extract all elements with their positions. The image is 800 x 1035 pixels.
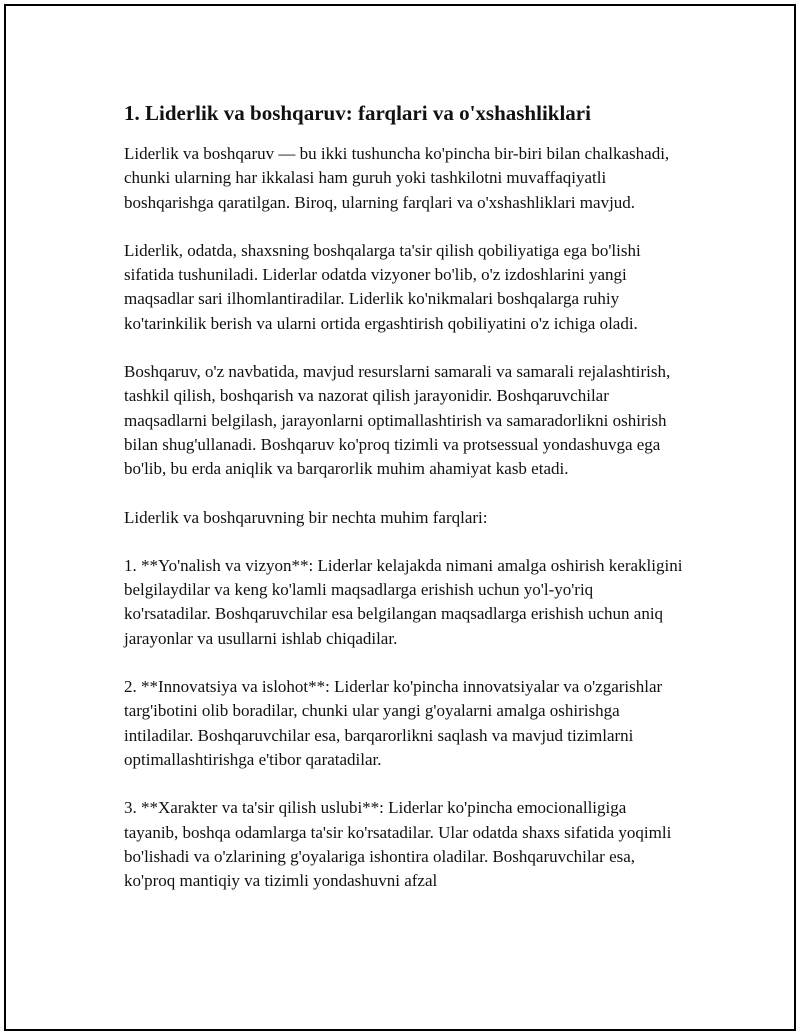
document-body [124, 98, 684, 893]
page-frame [4, 4, 796, 1031]
paragraph-difference-1: 1. **Yo'nalish va vizyon**: Liderlar kelajakda nimani amalga oshirish kerakligini belgilaydilar va keng ko'lamli maqsadlarga erishish uchun yo'l-yo'riq ko'rsatadilar. Boshqaruvchilar esa belgilangan maqsadlarga erishish uchun aniq jarayonlar va usullarni ishlab chiqadilar. [124, 555, 683, 648]
paragraph-management: Boshqaruv, o'z navbatida, mavjud resurslarni samarali va samarali rejalashtirish, tashkil qilish, boshqarish va nazorat qilish jarayonidir. Boshqaruvchilar maqsadlarni belgilash, jarayonlarni optimallashtirish va samaradorlikni oshirish bilan shug'ullanadi. Boshqaruv ko'proq tizimli va protsessual yondashuvga ega bo'lib, bu erda aniqlik va barqarorlik muhim ahamiyat kasb etadi. [124, 362, 671, 479]
paragraph-intro: Liderlik va boshqaruv — bu ikki tushuncha ko'pincha bir-biri bilan chalkashadi, chunki ularning har ikkalasi ham guruh yoki tashkilotni muvaffaqiyatli boshqarishga qaratilgan. Biroq, ularning farqlari va o'xshashliklari mavjud. [124, 144, 670, 212]
paragraph-differences-intro: Liderlik va boshqaruvning bir nechta muhim farqlari: [124, 507, 488, 527]
document-title: 1. Liderlik va boshqaruv: farqlari va o'xshashliklari [124, 101, 591, 125]
paragraph-difference-3: 3. **Xarakter va ta'sir qilish uslubi**: Liderlar ko'pincha emocionalligiga tayanib, boshqa odamlarga ta'sir ko'rsatadilar. Ular odatda shaxs sifatida yoqimli bo'lishadi va o'zlarining g'oyalariga ishontira oladilar. Boshqaruvchilar esa, ko'proq mantiqiy va tizimli yondashuvni afzal [124, 798, 672, 891]
paragraph-difference-2: 2. **Innovatsiya va islohot**: Liderlar ko'pincha innovatsiyalar va o'zgarishlar targ'ibotini olib boradilar, chunki ular yangi g'oyalarni amalga oshirishga intiladilar. Boshqaruvchilar esa, barqarorlikni saqlash va mavjud tizimlarni optimallashtirishga e'tibor qaratadilar. [124, 677, 663, 769]
paragraph-leadership: Liderlik, odatda, shaxsning boshqalarga ta'sir qilish qobiliyatiga ega bo'lishi sifatida tushuniladi. Liderlar odatda vizyoner bo'lib, o'z izdoshlarini yangi maqsadlar sari ilhomlantiradilar. Liderlik ko'nikmalari boshqalarga ruhiy ko'tarinkilik berish va ularni ortida ergashtirish qobiliyatini o'z ichiga oladi. [124, 240, 641, 333]
